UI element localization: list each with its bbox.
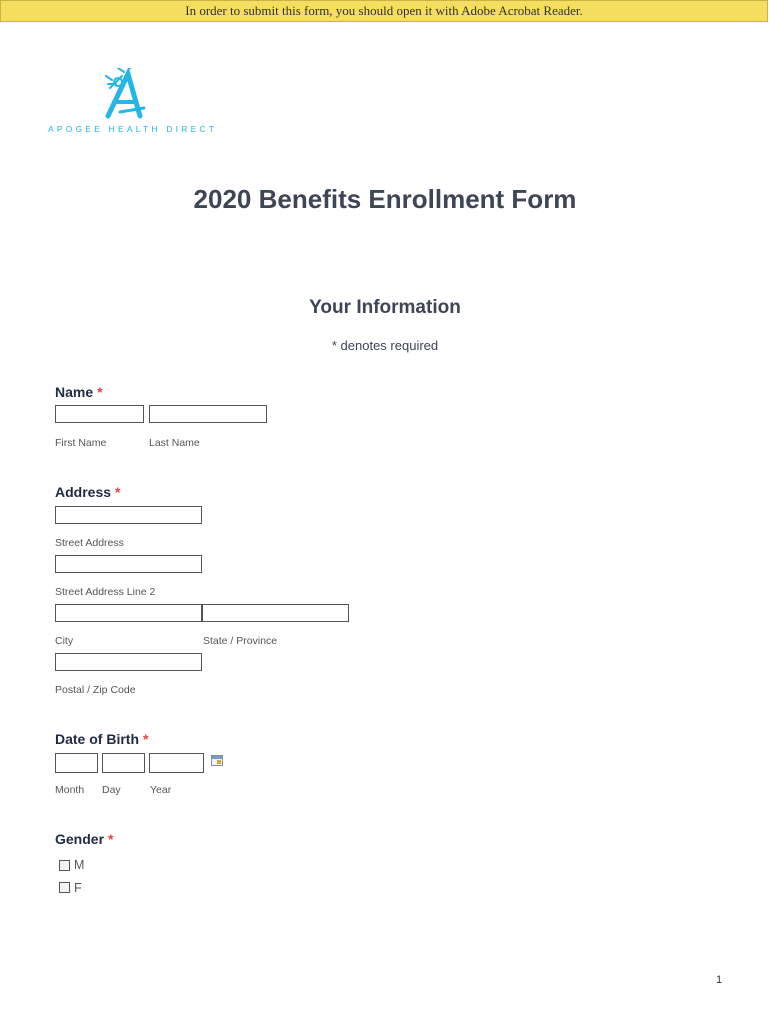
acrobat-notice-banner: In order to submit this form, you should open it with Adobe Acrobat Reader. [0, 0, 768, 22]
state-province-sublabel: State / Province [203, 635, 278, 647]
postal-code-field[interactable] [55, 653, 202, 671]
required-star: * [143, 731, 149, 747]
first-name-field[interactable] [55, 405, 144, 423]
required-note: * denotes required [331, 338, 439, 353]
street-address-line2-field[interactable] [55, 555, 202, 573]
date-of-birth-label [55, 731, 148, 747]
gender-label [55, 831, 113, 847]
last-name-sublabel: Last Name [149, 437, 200, 449]
section-title: Your Information [309, 297, 461, 318]
gender-f-checkbox[interactable] [59, 882, 70, 893]
address-label [55, 484, 120, 500]
date-of-birth-label-text: Date of Birth [55, 731, 139, 747]
calendar-icon[interactable] [211, 755, 223, 766]
gender-m-checkbox[interactable] [59, 860, 70, 871]
required-star: * [115, 484, 121, 500]
day-sublabel: Day [102, 784, 121, 796]
last-name-field[interactable] [149, 405, 267, 423]
postal-code-sublabel: Postal / Zip Code [55, 684, 136, 696]
state-province-field[interactable] [202, 604, 349, 622]
street-address-line2-sublabel: Street Address Line 2 [55, 586, 156, 598]
gender-f-option-label: F [74, 881, 82, 895]
page-number: 1 [716, 974, 723, 986]
required-star: * [97, 384, 103, 400]
gender-m-option-label: M [74, 858, 85, 872]
logo-wordmark: APOGEE HEALTH DIRECT [48, 124, 218, 134]
gender-label-text: Gender [55, 831, 105, 847]
first-name-sublabel: First Name [55, 437, 107, 449]
birth-day-field[interactable] [102, 753, 145, 773]
name-label [55, 384, 103, 400]
required-star: * [108, 831, 114, 847]
name-label-text: Name [55, 384, 94, 400]
city-sublabel: City [55, 635, 74, 647]
street-address-sublabel: Street Address [55, 537, 124, 549]
address-label-text: Address [55, 484, 112, 500]
birth-year-field[interactable] [149, 753, 204, 773]
year-sublabel: Year [150, 784, 172, 796]
street-address-field[interactable] [55, 506, 202, 524]
birth-month-field[interactable] [55, 753, 98, 773]
form-title: 2020 Benefits Enrollment Form [193, 184, 577, 214]
month-sublabel: Month [55, 784, 85, 796]
city-field[interactable] [55, 604, 202, 622]
